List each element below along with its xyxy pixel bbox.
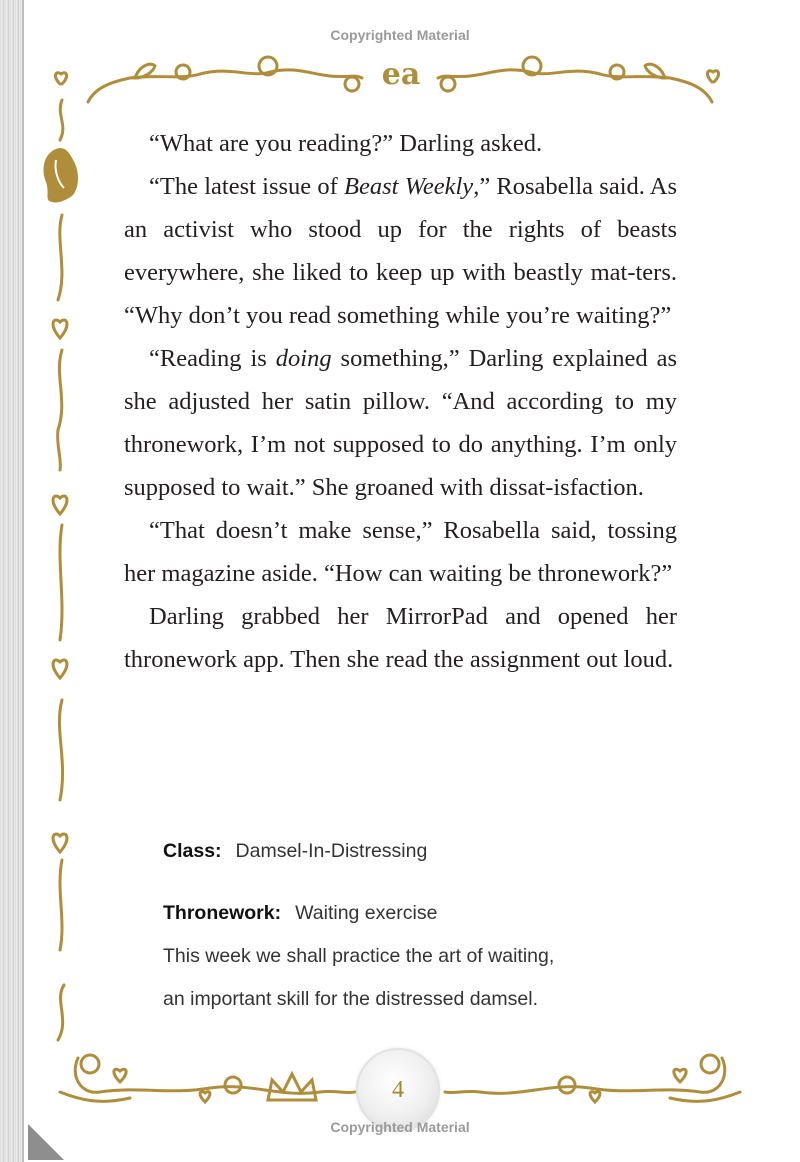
paragraph-4-text: “That doesn’t make sense,” Rosabella said, tossing her magazine aside. “How can waiting be thronework?” [124, 517, 677, 587]
class-label: Class: [163, 840, 222, 862]
assignment-thronework [163, 902, 437, 925]
paragraph-2-text-a: “The latest issue of [149, 173, 345, 200]
bottom-heart-left-icon [114, 1069, 126, 1082]
crown-icon [268, 1074, 316, 1100]
assignment-description-line-1: This week we shall practice the art of waiting, [163, 945, 555, 967]
header-monogram: ea [381, 57, 421, 92]
bottom-swirl-left-2 [225, 1077, 241, 1093]
body-text [124, 122, 677, 681]
assignment-description-line-2: an important skill for the distressed damsel. [163, 988, 538, 1010]
magazine-title: Beast Weekly [344, 173, 474, 200]
paragraph-4 [124, 509, 677, 595]
paragraph-3 [124, 337, 677, 509]
assignment-class [163, 840, 427, 863]
left-heart-icon-1 [53, 320, 67, 338]
paragraph-5 [124, 595, 677, 681]
bottom-heart-right-icon [674, 1069, 686, 1082]
bottom-heart-small-left-icon [200, 1092, 210, 1102]
paragraph-2-text-b: ,” Rosabella said. As an activist who stood up for the rights of beasts everywhere, she liked to keep up with beastly mat-ters. “Why don’t you read something while you’re waiting?” [124, 173, 677, 329]
top-heart-right-icon [707, 71, 718, 82]
page-number-seal [358, 1050, 438, 1130]
thronework-value: Waiting exercise [295, 902, 438, 924]
top-flourish-right [438, 70, 712, 102]
left-heart-icon-4 [53, 834, 67, 852]
top-swirl-right-3 [441, 77, 455, 91]
paragraph-3-text-a: “Reading is [149, 345, 276, 372]
page-curl-corner [28, 1124, 64, 1160]
top-heart-left-icon [55, 73, 66, 84]
bottom-swirl-left-1 [81, 1055, 99, 1073]
girl-silhouette-icon [44, 148, 78, 203]
top-swirl-left-3 [345, 77, 359, 91]
thronework-label: Thronework: [163, 902, 282, 924]
copyright-watermark-top: Copyrighted Material [330, 27, 470, 43]
paragraph-5-text: Darling grabbed her MirrorPad and opened her thronework app. Then she read the assignment out loud. [124, 603, 677, 673]
paragraph-3-text-b: something,” Darling explained as she adjusted her satin pillow. “And according to my thronework, I’m not supposed to do anything. I’m only supposed to wait.” She groaned with dissat-isfaction. [124, 345, 677, 501]
paragraph-1-text: “What are you reading?” Darling asked. [149, 130, 543, 157]
paragraph-1 [124, 122, 677, 165]
bottom-swirl-right-2 [559, 1077, 575, 1093]
left-heart-icon-3 [53, 660, 67, 678]
bottom-heart-small-right-icon [590, 1092, 600, 1102]
emphasis-doing: doing [275, 345, 332, 372]
page-number: 4 [392, 1076, 404, 1103]
left-vine [58, 100, 64, 1040]
copyright-watermark-bottom: Copyrighted Material [330, 1119, 470, 1135]
bottom-swirl-right-1 [701, 1055, 719, 1073]
class-value: Damsel-In-Distressing [235, 840, 428, 862]
paragraph-2 [124, 165, 677, 337]
top-flourish-left [88, 70, 362, 102]
bottom-flourish-right [445, 1058, 725, 1093]
left-heart-icon-2 [53, 496, 67, 514]
